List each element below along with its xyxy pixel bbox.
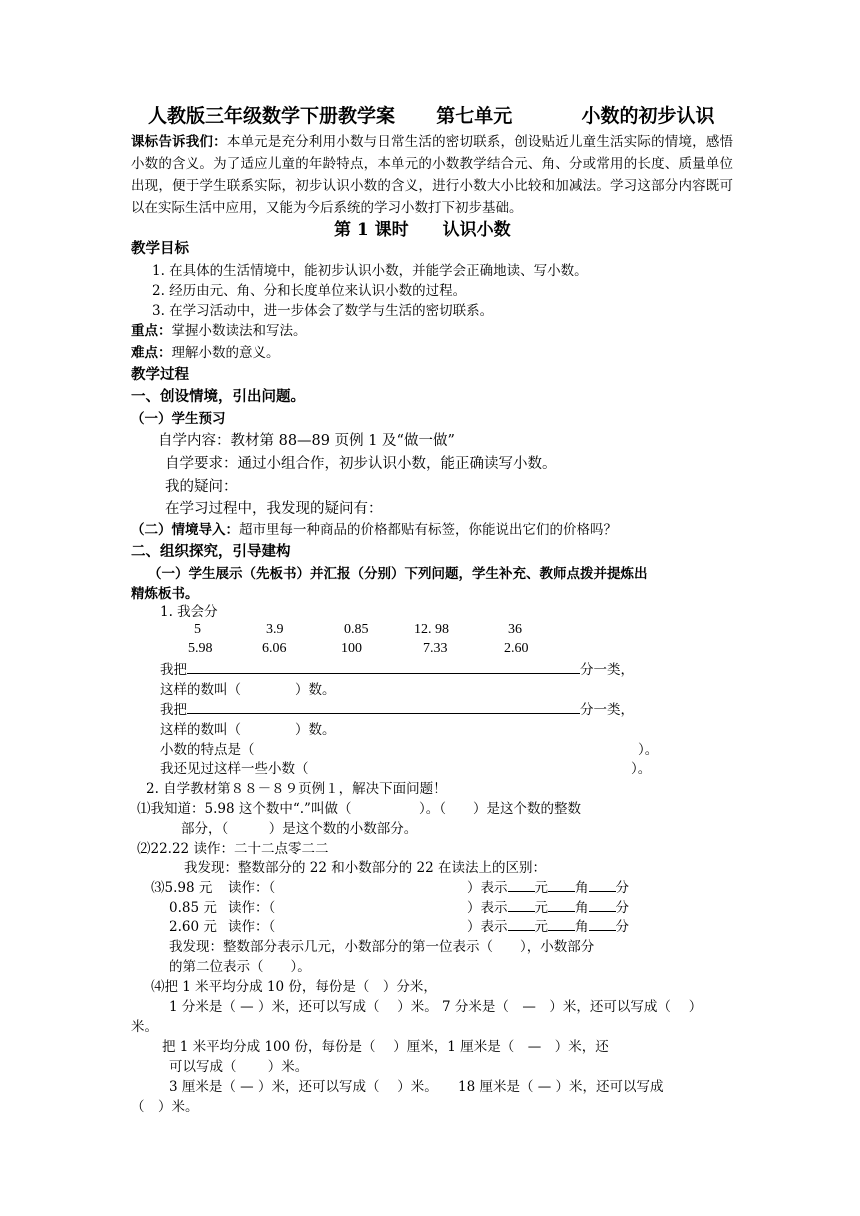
difficulty-label: 难点： [131, 345, 172, 361]
q2-3-found-2: 的第二位表示（ ）。 [169, 959, 311, 975]
money-amount: ⑶5.98 元 [151, 880, 213, 896]
one-class-label: 分一类， [580, 702, 634, 718]
jiao-label: 角 [575, 919, 589, 935]
self-study: 自学内容：教材第 88—89 页例 1 及“做一做” [158, 433, 455, 449]
section2-intro-2: 精炼板书。 [131, 586, 199, 602]
section2-intro-1: （一）学生展示（先板书）并汇报（分别）下列问题，学生补充、教师点拨并提炼出 [148, 566, 648, 582]
number-item: 0.85 [344, 622, 369, 637]
q2-1-line-b: 部分，（ ）是这个数的小数部分。 [181, 821, 418, 837]
money-row [169, 899, 275, 917]
money-amount: 0.85 元 [169, 900, 217, 916]
one-class-label: 分一类， [580, 662, 634, 678]
number-item: 5.98 [188, 641, 213, 656]
yuan-label: 元 [534, 880, 548, 896]
title-unit: 第七单元 [436, 105, 513, 127]
money-amount: 2.60 元 [169, 919, 217, 935]
curriculum-paragraph [131, 131, 733, 219]
sub2-text: 超市里每一种商品的价格都贴有标签，你能说出它们的价格吗？ [239, 522, 617, 538]
difficulty [131, 344, 280, 362]
yuan-label: 元 [534, 919, 548, 935]
yuan-blank[interactable] [508, 918, 535, 931]
answer-blank[interactable] [187, 661, 580, 674]
classify-line-2 [160, 701, 634, 719]
money-read-label: 读作：（ [228, 919, 276, 935]
title-topic: 小数的初步认识 [581, 105, 715, 127]
fen-blank[interactable] [589, 879, 616, 892]
q2-4-line-d: 把 1 米平均分成 100 份，每份是（ ）厘米，1 厘米是（ — ）米，还 [162, 1039, 609, 1055]
money-read-label: 读作：（ [228, 900, 276, 916]
q2-4-line-b: 1 分米是（ — ）米，还可以写成（ ）米。 7 分米是（ — ）米，还可以写成（ ） [169, 999, 703, 1015]
self-requirement: 自学要求：通过小组合作，初步认识小数，能正确读写小数。 [165, 456, 557, 472]
difficulty-text: 理解小数的意义。 [171, 345, 280, 361]
objective-item: 2. 经历由元、角、分和长度单位来认识小数的过程。 [152, 283, 467, 299]
classify-line-1 [160, 661, 634, 679]
money-represents [467, 899, 629, 917]
q2-2-line: ⑵22.22 读作：二十二点零二二 [137, 841, 329, 857]
number-item: 5 [194, 622, 201, 637]
represents-label: ）表示 [467, 880, 508, 896]
section1-sub1: （一）学生预习 [131, 411, 226, 427]
q2-3-found: 我发现：整数部分表示几元，小数部分的第一位表示（ ），小数部分 [169, 939, 595, 955]
q2-4-line-g: （ ）米。 [131, 1099, 199, 1115]
fen-label: 分 [615, 900, 629, 916]
number-item: 100 [341, 641, 362, 656]
q2-4-line-f: 3 厘米是（ — ）米，还可以写成（ ）米。 18 厘米是（ — ）米，还可以写成 [169, 1079, 664, 1095]
yuan-label: 元 [534, 900, 548, 916]
fen-label: 分 [615, 919, 629, 935]
q2-label: 2. 自学教材第８８－８９页例１，解决下面问题！ [146, 781, 447, 797]
seen-decimals-close: ）。 [631, 761, 652, 777]
number-item: 3.9 [266, 622, 284, 637]
money-represents [467, 918, 629, 936]
process-heading: 教学过程 [131, 366, 189, 383]
decimal-feature-label: 小数的特点是（ [160, 742, 255, 758]
objective-item: 3. 在学习活动中，进一步体会了数学与生活的密切联系。 [152, 303, 494, 319]
lesson-title: 第 1 课时 认识小数 [334, 220, 511, 240]
q2-4-line-a: ⑷把 1 米平均分成 10 份，每份是（ ）分米， [151, 979, 437, 995]
q2-4-line-c: 米。 [131, 1019, 158, 1035]
i-put-label: 我把 [160, 662, 187, 678]
number-item: 6.06 [262, 641, 287, 656]
section2-heading: 二、组织探究，引导建构 [131, 543, 291, 560]
objectives-heading: 教学目标 [131, 240, 189, 257]
yuan-blank[interactable] [508, 899, 535, 912]
curriculum-label: 课标告诉我们： [131, 134, 227, 150]
i-put-label: 我把 [160, 702, 187, 718]
key-point [131, 322, 307, 340]
found-question: 在学习过程中，我发现的疑问有： [165, 501, 383, 517]
number-item: 36 [508, 622, 522, 637]
number-item: 12. 98 [414, 622, 449, 637]
curriculum-text: 本单元是充分利用小数与日常生活的密切联系，创设贴近儿童生活实际的情境，感悟小数的含义。为了适应儿童的年龄特点，本单元的小数教学结合元、角、分或常用的长度、质量单位出现，便于学生联系实际，初步认识小数的含义，进行小数大小比较和加减法。学习这部分内容既可以在实际生活中应用，又能为今后系统的学习小数打下初步基础。 [131, 134, 734, 216]
objective-item: 1. 在具体的生活情境中，能初步认识小数，并能学会正确地读、写小数。 [152, 263, 588, 279]
money-represents [467, 879, 629, 897]
jiao-blank[interactable] [548, 899, 575, 912]
title-book: 人教版三年级数学下册教学案 [148, 105, 396, 127]
money-read-label: 读作：（ [228, 880, 276, 896]
number-item: 7.33 [423, 641, 448, 656]
q2-4-line-e: 可以写成（ ）米。 [169, 1059, 309, 1075]
jiao-blank[interactable] [548, 918, 575, 931]
my-question: 我的疑问： [165, 479, 238, 495]
jiao-label: 角 [575, 900, 589, 916]
money-row [169, 918, 275, 936]
money-row [151, 879, 275, 897]
q2-1-line-a: ⑴我知道：5.98 这个数中“.”叫做（ ）。（ ）是这个数的整数 [137, 801, 581, 817]
seen-decimals-label: 我还见过这样一些小数（ [160, 761, 309, 777]
q1-label: 1. 我会分 [160, 604, 218, 620]
represents-label: ）表示 [467, 900, 508, 916]
section1-heading: 一、创设情境，引出问题。 [131, 388, 305, 405]
answer-blank[interactable] [187, 701, 580, 714]
fen-label: 分 [615, 880, 629, 896]
fen-blank[interactable] [589, 918, 616, 931]
jiao-label: 角 [575, 880, 589, 896]
such-number-1: 这样的数叫（ ）数。 [160, 682, 336, 698]
fen-blank[interactable] [589, 899, 616, 912]
such-number-2: 这样的数叫（ ）数。 [160, 722, 336, 738]
q2-2-found: 我发现：整数部分的 22 和小数部分的 22 在读法上的区别： [184, 860, 547, 876]
sub2-label: （二）情境导入： [131, 522, 239, 538]
number-item: 2.60 [504, 641, 529, 656]
section1-sub2 [131, 521, 617, 539]
document-title [148, 101, 715, 128]
jiao-blank[interactable] [548, 879, 575, 892]
key-point-text: 掌握小数读法和写法。 [171, 323, 307, 339]
decimal-feature-close: ）。 [638, 742, 659, 758]
represents-label: ）表示 [467, 919, 508, 935]
yuan-blank[interactable] [508, 879, 535, 892]
key-point-label: 重点： [131, 323, 172, 339]
